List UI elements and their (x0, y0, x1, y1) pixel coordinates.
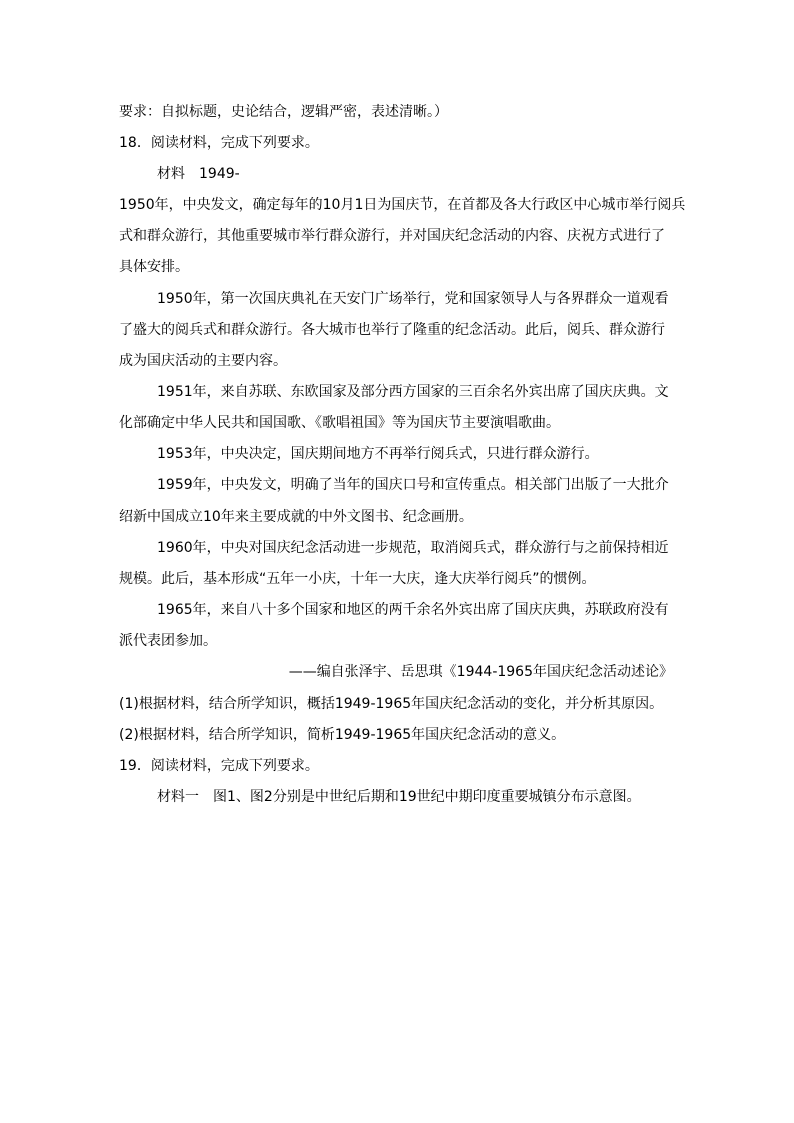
paragraph-1960-line-2: 规模。此后，基本形成“五年一小庆，十年一大庆，逢大庆举行阅兵”的惯例。 (119, 571, 596, 587)
paragraph-1965-line-1: 1965年，来自八十多个国家和地区的两千余名外宾出席了国庆庆典，苏联政府没有 (157, 602, 669, 618)
source-citation: ——编自张泽宇、岳思琪《1944-1965年国庆纪念活动述论》 (288, 664, 673, 680)
paragraph-1950-line-3: 具体安排。 (119, 259, 189, 275)
paragraph-1950-line-1: 1950年，中央发文，确定每年的10月1日为国庆节，在首都及各大行政区中心城市举行阅兵 (119, 197, 686, 213)
paragraph-1959-line-1: 1959年，中央发文，明确了当年的国庆口号和宣传重点。相关部门出版了一大批介 (157, 477, 669, 493)
question-19-material-1: 材料一 图1、图2分别是中世纪后期和19世纪中期印度重要城镇分布示意图。 (157, 789, 641, 805)
paragraph-1951-line-1: 1951年，来自苏联、东欧国家及部分西方国家的三百余名外宾出席了国庆庆典。文 (157, 384, 669, 400)
paragraph-1960-line-1: 1960年，中央对国庆纪念活动进一步规范，取消阅兵式，群众游行与之前保持相近 (157, 540, 669, 556)
paragraph-1951-line-2: 化部确定中华人民共和国国歌、《歌唱祖国》等为国庆节主要演唱歌曲。 (119, 415, 560, 431)
question-18-part-1: (1)根据材料，结合所学知识，概括1949-1965年国庆纪念活动的变化，并分析其原因。 (119, 696, 664, 712)
paragraph-1950b-line-2: 了盛大的阅兵式和群众游行。各大城市也举行了隆重的纪念活动。此后，阅兵、群众游行 (119, 322, 665, 338)
paragraph-1953: 1953年，中央决定，国庆期间地方不再举行阅兵式，只进行群众游行。 (157, 446, 599, 462)
question-18-heading: 18．阅读材料，完成下列要求。 (119, 135, 319, 151)
question-19-heading: 19．阅读材料，完成下列要求。 (119, 758, 319, 774)
paragraph-1959-line-2: 绍新中国成立10年来主要成就的中外文图书、纪念画册。 (119, 509, 473, 525)
paragraph-1965-line-2: 派代表团参加。 (119, 633, 217, 649)
essay-requirement-line: 要求：自拟标题，史论结合，逻辑严密，表述清晰。） (119, 104, 448, 120)
paragraph-1950b-line-1: 1950年，第一次国庆典礼在天安门广场举行，党和国家领导人与各界群众一道观看 (157, 291, 669, 307)
material-label: 材料 1949- (157, 166, 240, 182)
question-18-part-2: (2)根据材料，结合所学知识，简析1949-1965年国庆纪念活动的意义。 (119, 727, 566, 743)
paragraph-1950b-line-3: 成为国庆活动的主要内容。 (119, 353, 287, 369)
paragraph-1950-line-2: 式和群众游行，其他重要城市举行群众游行，并对国庆纪念活动的内容、庆祝方式进行了 (119, 228, 665, 244)
